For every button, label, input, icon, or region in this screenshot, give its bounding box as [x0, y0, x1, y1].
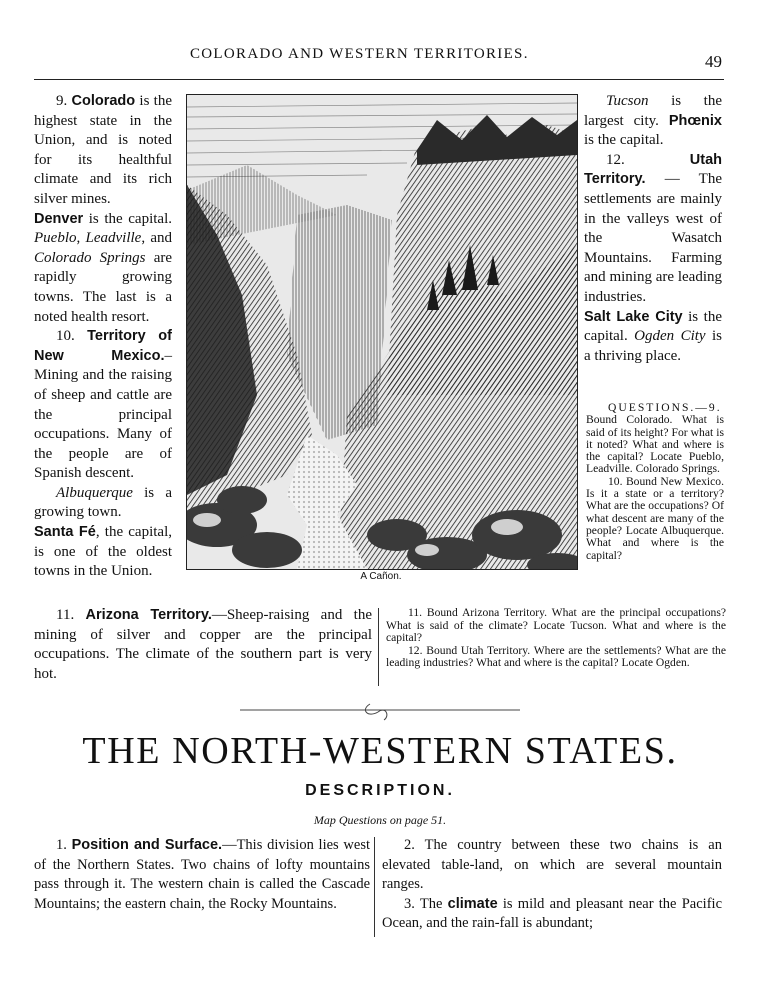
question-10: 10. Bound New Mexico. Is it a state or a territory? What are the occupations? Of what descent are many of the people? Locate Albuquerque. What and where is the capital?	[586, 474, 724, 562]
separator: , and	[141, 230, 172, 247]
questions-9-10	[586, 402, 724, 562]
section-ornament	[240, 698, 520, 722]
tucson-paragraph	[584, 92, 722, 151]
questions-heading: QUESTIONS.—9.	[608, 401, 722, 414]
section-number: 3.	[404, 895, 415, 912]
right-column	[584, 92, 722, 366]
arizona-heading: Arizona Territory.	[85, 607, 212, 623]
tableland-paragraph: 2. The country between these two chains is an elevated table-land, on which are several mountain ranges.	[382, 837, 722, 893]
climate-heading: climate	[447, 895, 498, 912]
denver-paragraph	[34, 210, 172, 328]
utah-paragraph	[584, 151, 722, 308]
denver-text-b: are rapidly growing towns. The last is a noted health resort.	[34, 249, 173, 325]
section-number: 9.	[56, 93, 68, 109]
question-12: 12. Bound Utah Territory. Where are the settlements? What are the leading industries? What and where is the capital? Locate Ogden.	[386, 643, 726, 670]
tucson-text-a: is the largest city.	[584, 93, 722, 129]
santa-fe-paragraph	[34, 523, 172, 582]
description-right	[382, 836, 722, 934]
separator: ,	[76, 230, 86, 247]
section-number: 10.	[56, 328, 75, 345]
albuquerque-paragraph	[34, 484, 172, 523]
utah-heading: Utah Territory.	[584, 151, 722, 188]
new-mexico-paragraph	[34, 327, 172, 484]
question-11: 11. Bound Arizona Territory. What are the principal occupations? What is said of the climate? Locate Tucson. What and where is the capital?	[386, 606, 726, 645]
santa-fe-heading: Santa Fé	[34, 524, 96, 541]
leadville-name: Leadville	[85, 230, 142, 247]
description-left	[34, 836, 370, 914]
section-number: 1.	[56, 837, 67, 853]
section-subtitle: DESCRIPTION.	[305, 782, 455, 799]
tucson-text-b: is the capital.	[584, 132, 664, 149]
position-text: —This division lies west of the Northern States. Two chains of lofty mountains pass through it. The western chain is called the Cascade Mountains; the eastern chain, the Rocky Mountains.	[34, 837, 370, 912]
pueblo-name: Pueblo	[34, 230, 77, 247]
albuquerque-text: is a growing town.	[34, 484, 172, 521]
denver-text-a: is the capital.	[83, 210, 172, 227]
colorado-heading: Colorado	[71, 93, 136, 109]
utah-text: — The settlements are mainly in the valleys west of the Wasatch Mountains. Farming and mining are leading industries.	[584, 171, 722, 305]
header-rule	[34, 79, 724, 80]
santa-fe-text: , the capital, is one of the oldest towns in the Union.	[34, 524, 172, 580]
section-number: 12.	[606, 151, 625, 168]
canyon-illustration	[186, 94, 578, 570]
arizona-text-block	[34, 606, 372, 684]
albuquerque-name: Albuquerque	[56, 484, 133, 501]
questions-11-12	[386, 607, 726, 670]
position-heading: Position and Surface.	[71, 837, 223, 853]
denver-heading: Denver	[34, 210, 84, 227]
ogden-name: Ogden City	[634, 328, 706, 345]
new-mexico-text: –Mining and the raising of sheep and cattle are the principal occupations. Many of the people are of Spanish descent.	[34, 347, 172, 482]
climate-text-a: The	[414, 895, 448, 912]
salt-lake-paragraph	[584, 308, 722, 367]
salt-lake-text-b: is a thriving place.	[584, 328, 722, 364]
colorado-paragraph	[34, 92, 172, 210]
tucson-name: Tucson	[606, 93, 649, 109]
new-mexico-heading: Territory of New Mexico.	[34, 328, 172, 364]
position-paragraph	[34, 836, 370, 914]
illustration-caption: A Cañon.	[360, 571, 402, 582]
arizona-text: —Sheep-raising and the mining of silver and copper are the principal occupations. The climate of the southern part is very hot.	[34, 607, 372, 682]
canyon-engraving	[187, 95, 577, 569]
running-header: COLORADO AND WESTERN TERRITORIES.	[190, 46, 529, 62]
salt-lake-heading: Salt Lake City	[584, 308, 683, 325]
climate-text: is mild and pleasant near the Pacific Ocean, and the rain-fall is abundant;	[382, 895, 723, 932]
colorado-text: is the highest state in the Union, and is noted for its healthful climate and its rich silver mines.	[34, 93, 172, 207]
column-divider	[374, 837, 375, 937]
page-number: 49	[705, 52, 722, 71]
salt-lake-text-a: is the capital.	[584, 308, 722, 345]
arizona-paragraph	[34, 606, 372, 684]
map-questions-note: Map Questions on page 51.	[313, 813, 447, 827]
column-divider	[378, 608, 379, 686]
section-title: THE NORTH-WESTERN STATES.	[82, 730, 678, 772]
climate-paragraph	[382, 895, 722, 934]
question-9: Bound Colorado. What is said of its height? For what is it noted? What and where is the capital? Locate Pueblo, Leadville. Colorado Springs.	[586, 413, 724, 476]
section-number: 11.	[56, 607, 75, 623]
phoenix-heading: Phœnix	[668, 112, 722, 129]
colorado-springs-name: Colorado Springs	[34, 249, 146, 266]
left-column	[34, 92, 172, 582]
